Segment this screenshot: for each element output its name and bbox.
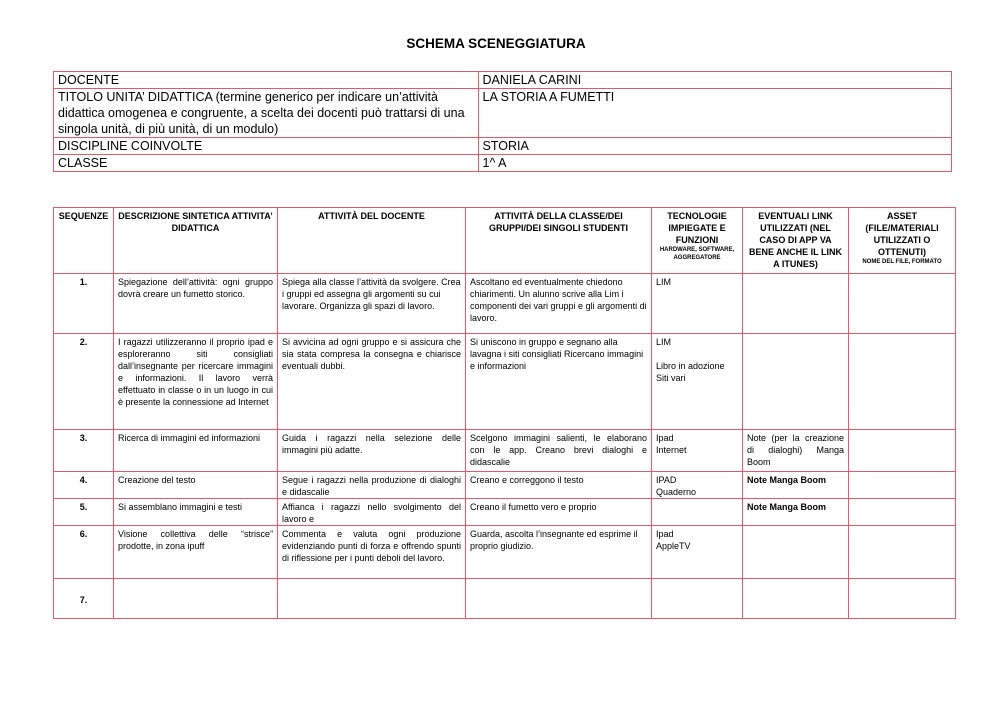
- class-activity-cell: Guarda, ascolta l’insegnante ed esprime il proprio giudizio.: [466, 526, 652, 579]
- classe-value: 1^ A: [478, 155, 951, 172]
- link-cell: Note Manga Boom: [743, 499, 849, 526]
- technology-line: Libro in adozione: [656, 361, 725, 371]
- class-activity-cell: Creano e correggono il testo: [466, 472, 652, 499]
- class-activity-cell: Creano il fumetto vero e proprio: [466, 499, 652, 526]
- technology-line: Siti vari: [656, 373, 686, 383]
- discipline-label: DISCIPLINE COINVOLTE: [54, 138, 479, 155]
- technology-cell: [652, 499, 743, 526]
- info-row-titolo: [54, 89, 952, 138]
- description-cell: Ricerca di immagini ed informazioni: [114, 430, 278, 472]
- header-tecnologie-sub: HARDWARE, SOFTWARE, AGGREGATORE: [659, 247, 735, 261]
- teacher-activity-cell: Guida i ragazzi nella selezione delle immagini più adatte.: [278, 430, 466, 472]
- technology-line: LIM: [656, 337, 672, 347]
- teacher-activity-cell: Affianca i ragazzi nello svolgimento del lavoro e: [278, 499, 466, 526]
- header-asset: [849, 208, 956, 274]
- teacher-activity-cell: [278, 579, 466, 619]
- docente-label: DOCENTE: [54, 72, 479, 89]
- info-row-discipline: [54, 138, 952, 155]
- technology-line: Quaderno: [656, 487, 697, 497]
- header-asset-label: ASSET (FILE/MATERIALI UTILIZZATI O OTTENUTI): [865, 211, 939, 257]
- header-row: [54, 208, 956, 274]
- asset-cell: [849, 274, 956, 334]
- sequence-number: 6.: [54, 526, 114, 579]
- technology-line: Ipad: [656, 529, 674, 539]
- description-cell: Spiegazione dell’attività: ogni gruppo dovrà creare un fumetto storico.: [114, 274, 278, 334]
- teacher-activity-cell: Si avvicina ad ogni gruppo e si assicura che sia stata compresa la consegna e chiarisce eventuali dubbi.: [278, 334, 466, 430]
- table-row: [54, 526, 956, 579]
- asset-cell: [849, 526, 956, 579]
- titolo-value: LA STORIA A FUMETTI: [478, 89, 951, 138]
- description-cell: Si assemblano immagini e testi: [114, 499, 278, 526]
- info-table: [53, 71, 952, 172]
- header-tecnologie: [652, 208, 743, 274]
- info-row-classe: [54, 155, 952, 172]
- sequence-number: 3.: [54, 430, 114, 472]
- header-sequenze: SEQUENZE: [54, 208, 114, 274]
- teacher-activity-cell: Commenta e valuta ogni produzione evidenziando punti di forza e offrendo spunti di riflessione per i punti deboli del lavoro.: [278, 526, 466, 579]
- header-docente: ATTIVITÀ DEL DOCENTE: [278, 208, 466, 274]
- technology-cell: [652, 579, 743, 619]
- technology-cell: [652, 472, 743, 499]
- technology-line: IPAD: [656, 475, 677, 485]
- discipline-value: STORIA: [478, 138, 951, 155]
- link-cell: [743, 274, 849, 334]
- link-cell: [743, 579, 849, 619]
- description-cell: Visione collettiva delle “strisce” prodotte, in zona ipuff: [114, 526, 278, 579]
- header-descrizione: DESCRIZIONE SINTETICA ATTIVITA’ DIDATTICA: [114, 208, 278, 274]
- header-tecnologie-label: TECNOLOGIE IMPIEGATE E FUNZIONI: [667, 211, 727, 245]
- asset-cell: [849, 472, 956, 499]
- header-classe: ATTIVITÀ DELLA CLASSE/DEI GRUPPI/DEI SINGOLI STUDENTI: [466, 208, 652, 274]
- class-activity-cell: [466, 579, 652, 619]
- sequence-table: [53, 207, 956, 619]
- sequence-number: 1.: [54, 274, 114, 334]
- header-asset-sub: NOME DEL FILE, FORMATO: [862, 259, 942, 265]
- technology-cell: [652, 334, 743, 430]
- document-title: SCHEMA SCENEGGIATURA: [406, 36, 586, 51]
- table-row: [54, 274, 956, 334]
- info-row-docente: [54, 72, 952, 89]
- description-cell: I ragazzi utilizzeranno il proprio ipad e esploreranno siti consigliati dall’insegnante per ricercare immagini e informazioni. Il lavoro verrà effettuato in classe o in un luogo in cui è presente la connessione ad Internet: [114, 334, 278, 430]
- table-row: [54, 579, 956, 619]
- header-link: EVENTUALI LINK UTILIZZATI (NEL CASO DI APP VA BENE ANCHE IL LINK A ITUNES): [743, 208, 849, 274]
- technology-cell: [652, 274, 743, 334]
- sequence-number: 2.: [54, 334, 114, 430]
- table-row: [54, 334, 956, 430]
- docente-value: DANIELA CARINI: [478, 72, 951, 89]
- teacher-activity-cell: Segue i ragazzi nella produzione di dialoghi e didascalie: [278, 472, 466, 499]
- teacher-activity-cell: Spiega alla classe l’attività da svolgere. Crea i gruppi ed assegna gli argomenti su cui lavorare. Organizza gli spazi di lavoro.: [278, 274, 466, 334]
- sequence-number: 4.: [54, 472, 114, 499]
- class-activity-cell: Si uniscono in gruppo e segnano alla lavagna i siti consigliati Ricercano immagini e informazioni: [466, 334, 652, 430]
- technology-line: [656, 348, 738, 360]
- technology-cell: [652, 526, 743, 579]
- asset-cell: [849, 430, 956, 472]
- asset-cell: [849, 499, 956, 526]
- technology-cell: [652, 430, 743, 472]
- table-row: [54, 499, 956, 526]
- titolo-label: TITOLO UNITA’ DIDATTICA (termine generico per indicare un’attività didattica omogenea e congruente, a scelta dei docenti può trattarsi di una singola unità, di più unità, di un modulo): [54, 89, 479, 138]
- class-activity-cell: Scelgono immagini salienti, le elaborano con le app. Creano brevi dialoghi e didascalie: [466, 430, 652, 472]
- asset-cell: [849, 579, 956, 619]
- technology-line: Ipad: [656, 433, 674, 443]
- technology-line: AppleTV: [656, 541, 691, 551]
- sequence-number: 5.: [54, 499, 114, 526]
- table-row: [54, 472, 956, 499]
- sequence-number: 7.: [54, 579, 114, 619]
- technology-line: Internet: [656, 445, 687, 455]
- table-row: [54, 430, 956, 472]
- link-cell: [743, 526, 849, 579]
- asset-cell: [849, 334, 956, 430]
- classe-label: CLASSE: [54, 155, 479, 172]
- link-cell: [743, 334, 849, 430]
- description-cell: [114, 579, 278, 619]
- link-cell: Note Manga Boom: [743, 472, 849, 499]
- class-activity-cell: Ascoltano ed eventualmente chiedono chiarimenti. Un alunno scrive alla Lim i componenti dei vari gruppi e gli argomenti di lavoro.: [466, 274, 652, 334]
- technology-line: LIM: [656, 277, 672, 287]
- description-cell: Creazione del testo: [114, 472, 278, 499]
- link-cell: Note (per la creazione di dialoghi) Manga Boom: [743, 430, 849, 472]
